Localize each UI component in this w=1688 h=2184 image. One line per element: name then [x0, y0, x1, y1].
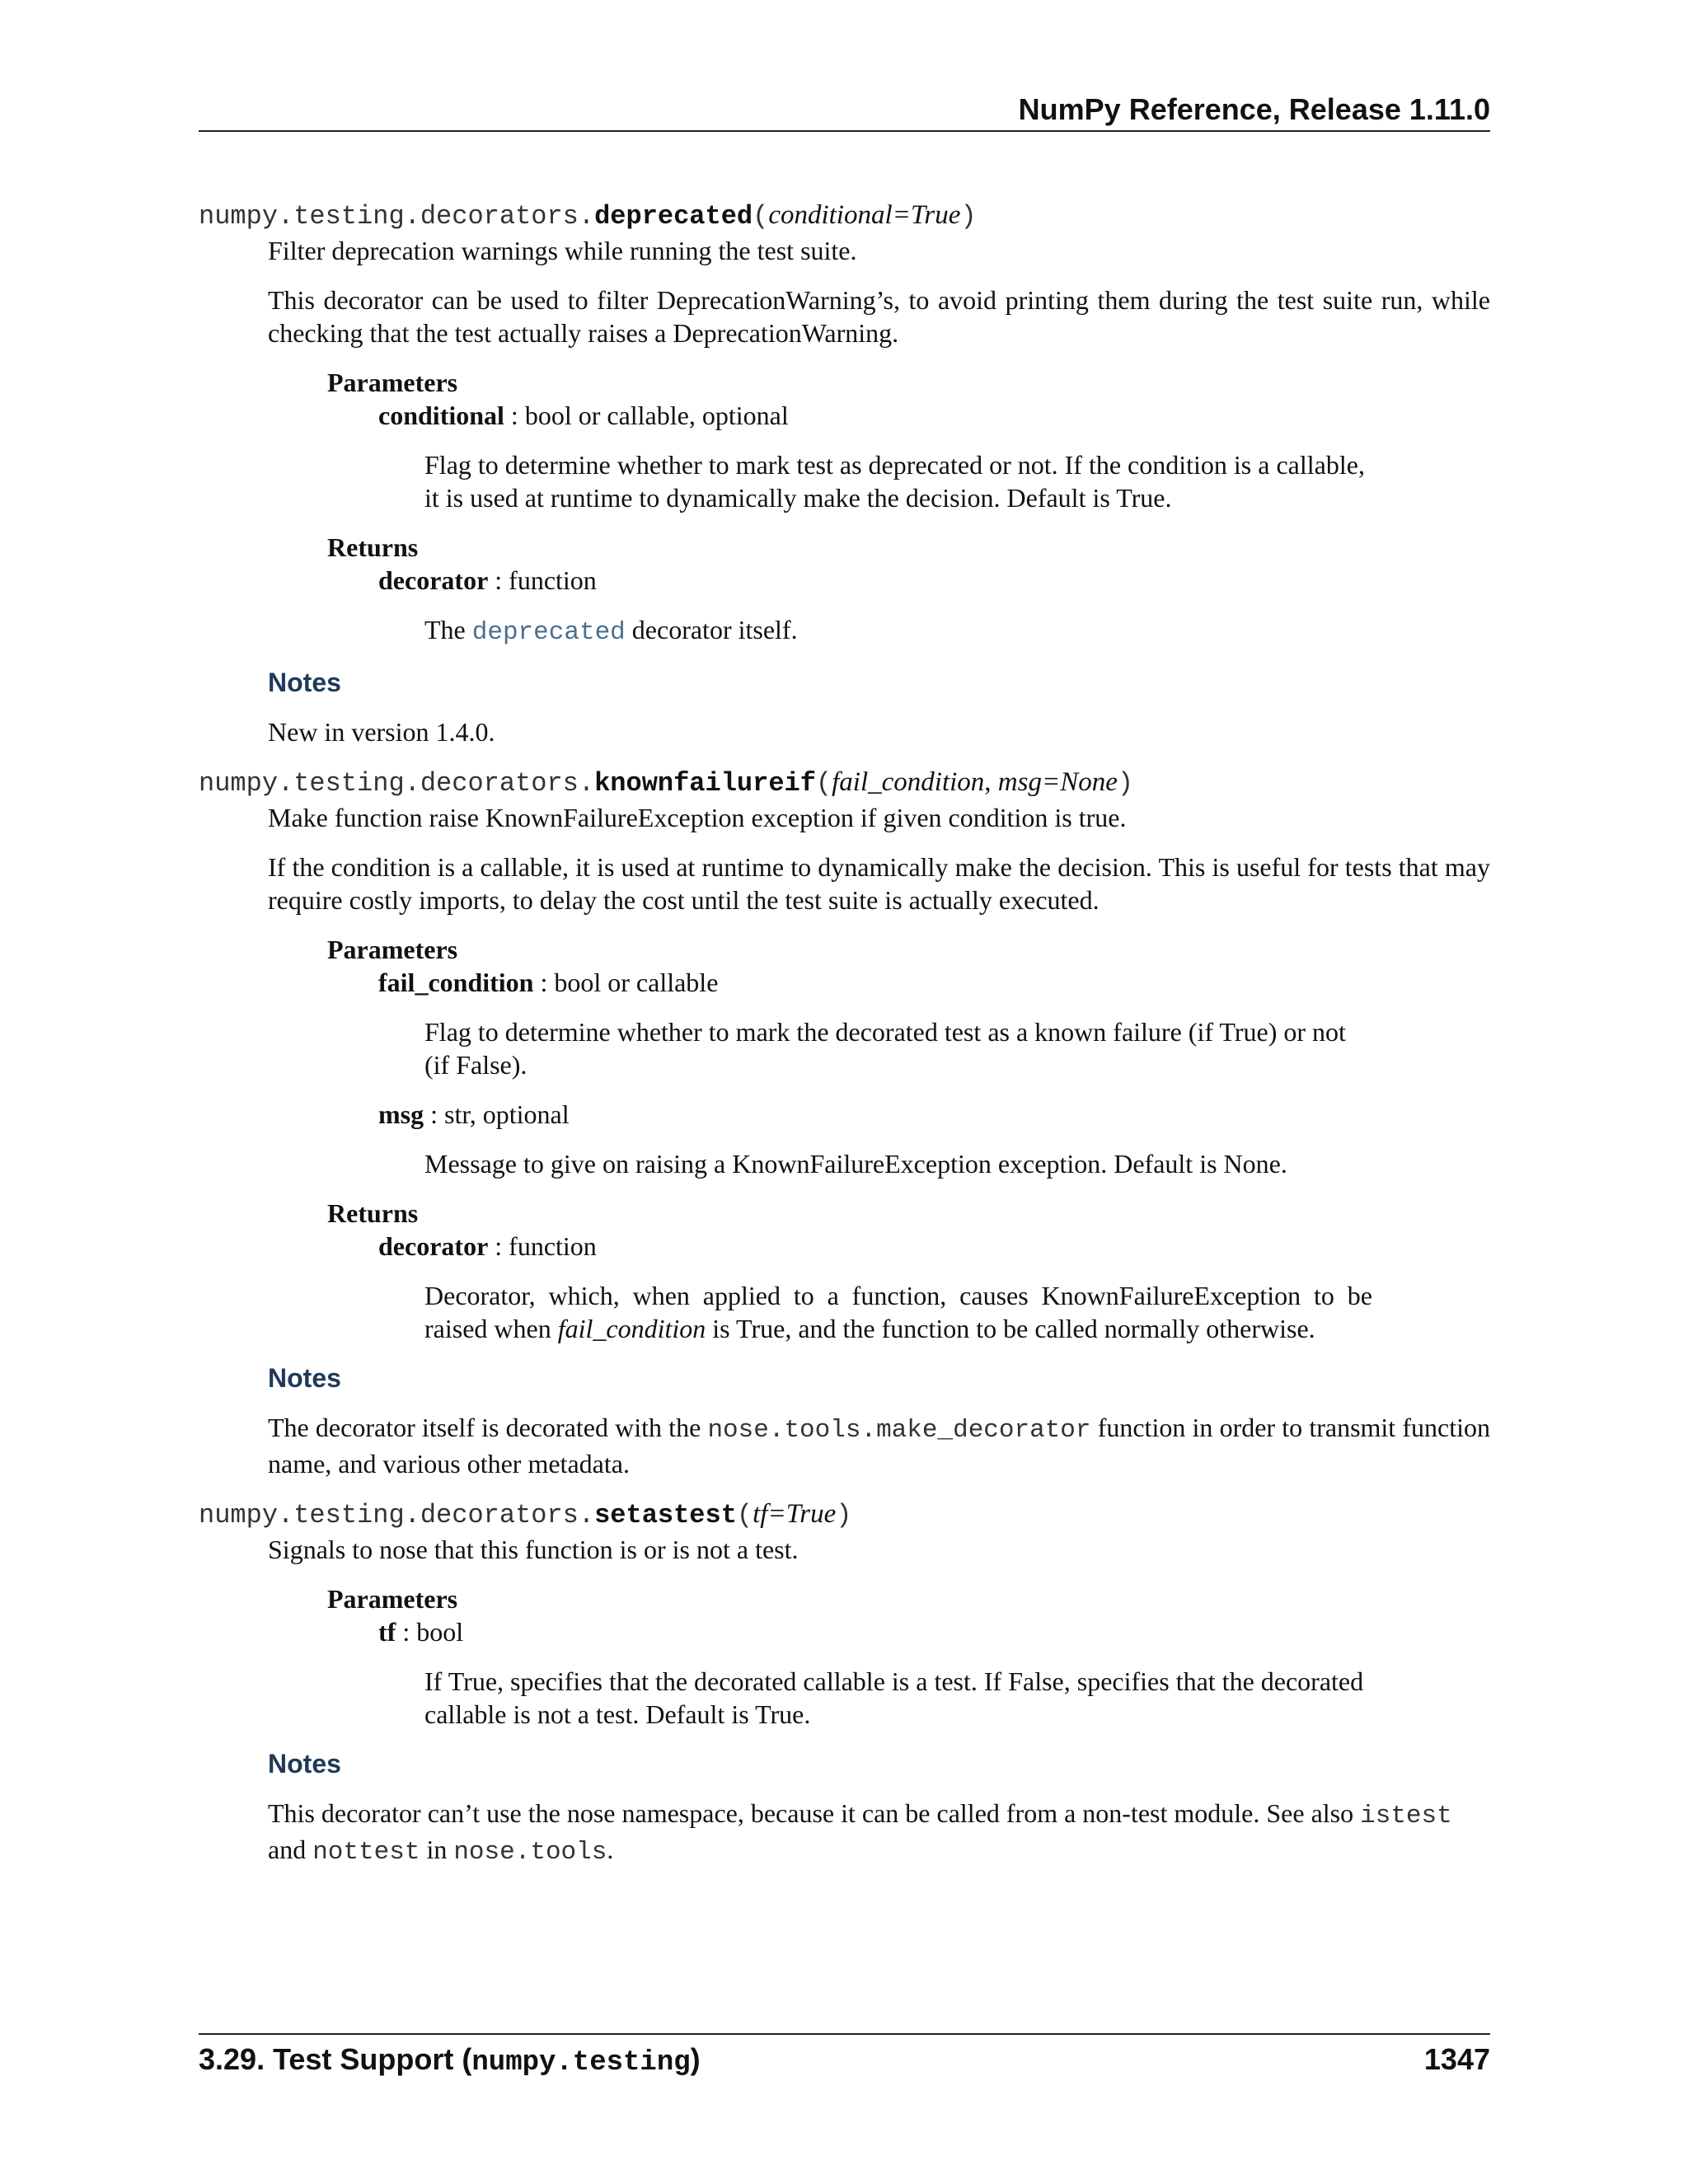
return-decorator	[378, 564, 1490, 649]
param-type: : str, optional	[424, 1099, 570, 1129]
return-name: decorator	[378, 565, 489, 595]
param-description: If True, specifies that the decorated callable is a test. If False, specifies that the decorated callable is not a test. Default is True.	[424, 1666, 1364, 1729]
notes-text-end: .	[607, 1835, 614, 1864]
signature-module: numpy.testing.decorators.	[199, 1500, 595, 1530]
param-type: : bool	[396, 1617, 464, 1647]
close-paren: )	[1117, 768, 1134, 799]
page-number: 1347	[1423, 2042, 1490, 2076]
signature-arg: tf=True	[753, 1499, 837, 1529]
inline-code: nose.tools	[453, 1838, 607, 1867]
footer-section-title	[199, 2042, 701, 2079]
signature-function-name: deprecated	[594, 201, 753, 232]
return-type: : function	[488, 565, 597, 595]
return-description	[424, 613, 1372, 649]
page-content	[199, 198, 1490, 1886]
summary: Signals to nose that this function is or is not a test.	[268, 1535, 799, 1564]
notes-text	[268, 1797, 1490, 1869]
returns-label: Returns	[327, 532, 419, 562]
summary: Make function raise KnownFailureException exception if given condition is true.	[268, 803, 1127, 832]
close-paren: )	[960, 201, 977, 232]
notes-heading: Notes	[268, 1749, 341, 1779]
notes-text-start: This decorator can’t use the nose namespace, because it can be called from a non-test module. See also	[268, 1798, 1361, 1828]
return-type: : function	[488, 1231, 597, 1261]
footer-section-close: )	[690, 2042, 701, 2076]
signature-arg: conditional=True	[768, 200, 961, 230]
parameters-label: Parameters	[327, 1584, 458, 1614]
entry-knownfailureif	[199, 765, 1490, 1480]
open-paren: (	[753, 201, 769, 232]
signature-setastest	[199, 1497, 1490, 1533]
running-head: NumPy Reference, Release 1.11.0	[1018, 92, 1490, 126]
signature-deprecated	[199, 198, 1490, 234]
return-desc-text: The	[424, 615, 472, 644]
param-tf	[378, 1615, 1490, 1731]
notes-heading: Notes	[268, 1363, 341, 1393]
signature-arg: msg=None	[997, 767, 1118, 797]
return-desc-text-end: is True, and the function to be called normally otherwise.	[706, 1314, 1315, 1343]
param-conditional	[378, 399, 1490, 514]
summary: Filter deprecation warnings while running the test suite.	[268, 236, 857, 265]
param-name: tf	[378, 1617, 396, 1647]
return-desc-text-end: decorator itself.	[625, 615, 798, 644]
param-description: Flag to determine whether to mark the decorated test as a known failure (if True) or not (if False).	[424, 1017, 1346, 1080]
param-head	[378, 966, 1490, 999]
notes-text-start: The decorator itself is decorated with the	[268, 1413, 708, 1442]
param-fail-condition	[378, 966, 1490, 1180]
signature-function-name: knownfailureif	[594, 768, 816, 799]
param-description: Flag to determine whether to mark test as deprecated or not. If the condition is a callable, it is used at runtime to dynamically make the decision. Default is True.	[424, 450, 1365, 513]
signature-function-name: setastest	[594, 1500, 737, 1530]
return-desc-emphasis: fail_condition	[557, 1314, 706, 1343]
signature-knownfailureif	[199, 765, 1490, 801]
notes-text	[268, 1411, 1490, 1480]
entry-deprecated	[199, 198, 1490, 748]
param-head	[378, 1615, 1490, 1648]
parameters-label: Parameters	[327, 935, 458, 964]
header-rule	[199, 130, 1490, 132]
parameters-section	[327, 366, 1490, 649]
param-type: : bool or callable, optional	[504, 401, 789, 430]
close-paren: )	[836, 1500, 852, 1530]
entry-setastest	[199, 1497, 1490, 1869]
extended-description: If the condition is a callable, it is used at runtime to dynamically make the decision. This is useful for tests that may require costly imports, to delay the cost until the test suite is actually executed.	[268, 852, 1490, 915]
extended-description: This decorator can be used to filter DeprecationWarning’s, to avoid printing them during the test suite run, while checking that the test actually raises a DeprecationWarning.	[268, 285, 1490, 348]
param-name: fail_condition	[378, 968, 534, 997]
return-name: decorator	[378, 1231, 489, 1261]
signature-module: numpy.testing.decorators.	[199, 768, 595, 799]
return-description	[424, 1279, 1372, 1345]
footer-section-code: numpy.testing	[471, 2047, 691, 2079]
description-setastest	[268, 1533, 1490, 1869]
param-name: conditional	[378, 401, 504, 430]
notes-text-mid: in	[420, 1835, 454, 1864]
deprecated-link[interactable]: deprecated	[471, 618, 626, 647]
return-decorator	[378, 1230, 1490, 1345]
arg-separator: ,	[984, 767, 998, 797]
inline-code: nottest	[312, 1838, 420, 1867]
param-name: msg	[378, 1099, 424, 1129]
notes-text-end: function in order to transmit function name, and various other metadata.	[268, 1413, 1490, 1479]
param-description: Message to give on raising a KnownFailureException exception. Default is None.	[424, 1149, 1287, 1179]
notes-text-mid: and	[268, 1835, 313, 1864]
open-paren: (	[815, 768, 832, 799]
footer-section-text: 3.29. Test Support (	[199, 2042, 472, 2076]
description-deprecated	[268, 234, 1490, 748]
footer-rule	[199, 2033, 1490, 2035]
signature-module: numpy.testing.decorators.	[199, 201, 595, 232]
inline-code: istest	[1360, 1802, 1452, 1830]
parameters-section	[327, 933, 1490, 1345]
returns-label: Returns	[327, 1198, 419, 1228]
return-desc-text: Decorator, which, when applied to a function, causes KnownFailureException to be raised when	[424, 1281, 1372, 1343]
signature-arg: fail_condition	[832, 767, 985, 797]
parameters-label: Parameters	[327, 368, 458, 397]
return-head	[378, 1230, 1490, 1263]
param-head	[378, 399, 1490, 432]
param-head	[378, 1098, 1490, 1131]
open-paren: (	[736, 1500, 753, 1530]
return-head	[378, 564, 1490, 597]
inline-code: nose.tools.make_decorator	[707, 1416, 1091, 1445]
parameters-section	[327, 1582, 1490, 1731]
notes-text: New in version 1.4.0.	[268, 717, 495, 747]
notes-heading: Notes	[268, 668, 341, 697]
description-knownfailureif	[268, 801, 1490, 1480]
param-type: : bool or callable	[533, 968, 719, 997]
